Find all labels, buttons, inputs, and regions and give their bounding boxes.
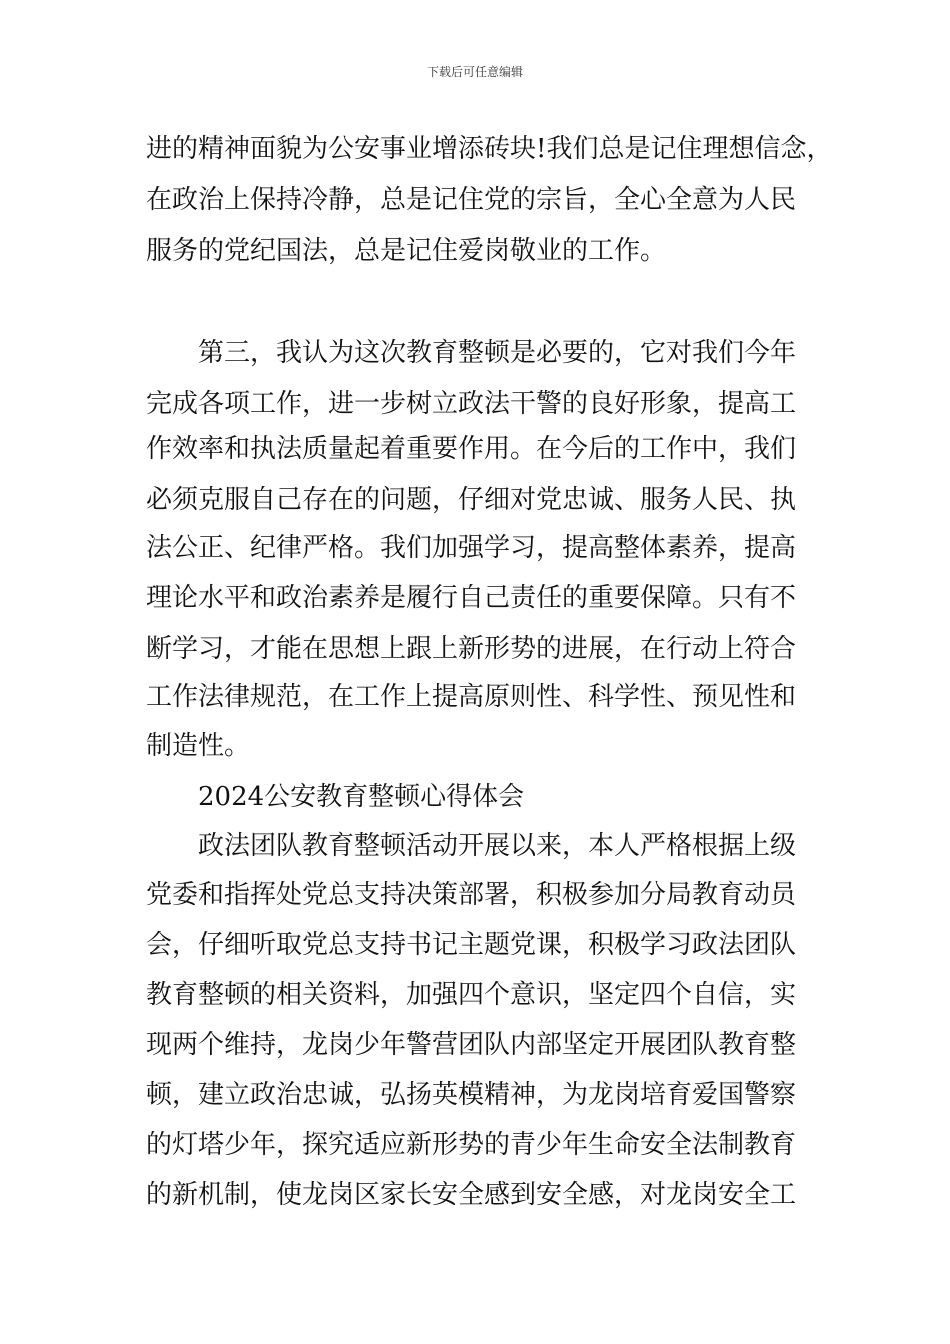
text-line: 制造性。 bbox=[146, 731, 251, 761]
text-line: 会，仔细听取党总支持书记主题党课，积极学习政法团队 bbox=[146, 930, 797, 960]
text-line: 作效率和执法质量起着重要作用。在今后的工作中，我们 bbox=[146, 434, 797, 464]
text-line: 党委和指挥处党总支持决策部署，积极参加分局教育动员 bbox=[146, 880, 797, 910]
text-line: 的新机制，使龙岗区家长安全感到安全感，对龙岗安全工 bbox=[146, 1180, 797, 1210]
paragraph-start-line: 政法团队教育整顿活动开展以来，本人严格根据上级 bbox=[198, 831, 797, 861]
text-line: 现两个维持，龙岗少年警营团队内部坚定开展团队教育整 bbox=[146, 1030, 797, 1060]
text-line: 教育整顿的相关资料，加强四个意识，坚定四个自信，实 bbox=[146, 980, 797, 1010]
text-line: 完成各项工作，进一步树立政法干警的良好形象，提高工 bbox=[146, 389, 797, 419]
paragraph-start-line: 第三，我认为这次教育整顿是必要的，它对我们今年 bbox=[198, 338, 797, 368]
text-line: 必须克服自己存在的问题，仔细对党忠诚、服务人民、执 bbox=[146, 485, 797, 515]
text-line: 断学习，才能在思想上跟上新形势的进展，在行动上符合 bbox=[146, 634, 797, 664]
text-line: 进的精神面貌为公安事业增添砖块!我们总是记住理想信念， bbox=[146, 134, 833, 164]
text-line: 理论水平和政治素养是履行自己责任的重要保障。只有不 bbox=[146, 583, 797, 613]
text-line: 在政治上保持冷静，总是记住党的宗旨，全心全意为人民 bbox=[146, 185, 797, 215]
text-line: 工作法律规范，在工作上提高原则性、科学性、预见性和 bbox=[146, 682, 797, 712]
text-line: 服务的党纪国法，总是记住爱岗敬业的工作。 bbox=[146, 236, 667, 266]
text-line: 的灯塔少年，探究适应新形势的青少年生命安全法制教育 bbox=[146, 1130, 797, 1160]
section-title: 2024公安教育整顿心得体会 bbox=[198, 782, 525, 812]
text-line: 顿，建立政治忠诚，弘扬英模精神，为龙岗培育爱国警察 bbox=[146, 1080, 797, 1110]
page-header: 下载后可任意编辑 bbox=[426, 65, 523, 79]
text-line: 法公正、纪律严格。我们加强学习，提高整体素养，提高 bbox=[146, 533, 797, 563]
